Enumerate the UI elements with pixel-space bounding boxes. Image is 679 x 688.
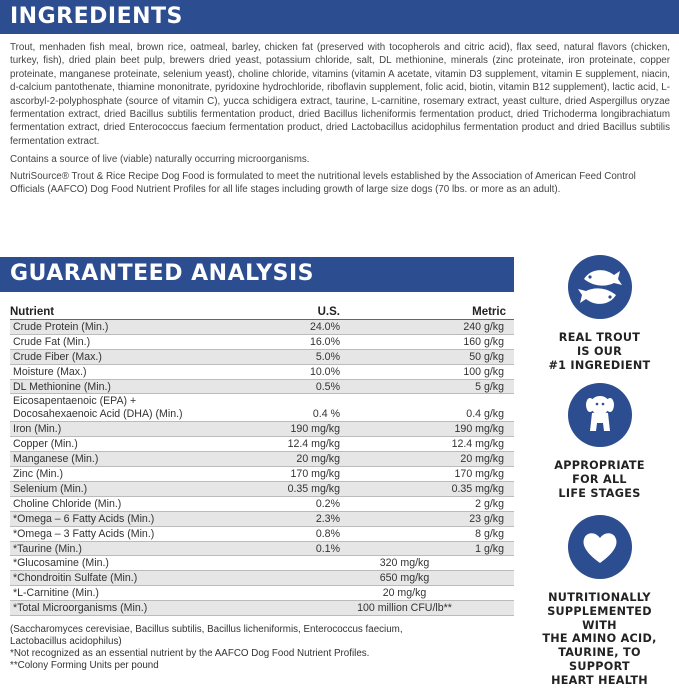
nutrient-metric-value: 0.35 mg/kg bbox=[451, 483, 504, 496]
analysis-notes bbox=[10, 624, 510, 672]
badge-line: FOR ALL bbox=[572, 472, 627, 486]
analysis-divider bbox=[0, 291, 514, 292]
nutrient-us-value: 0.1% bbox=[315, 542, 340, 555]
table-row bbox=[10, 482, 514, 497]
nutrient-us-value: 16.0% bbox=[309, 335, 340, 348]
nutrient-us-value: 5.0% bbox=[315, 350, 340, 363]
badge-line: APPROPRIATE bbox=[554, 459, 645, 472]
badge-label bbox=[528, 591, 671, 688]
nutrient-name: Manganese (Min.) bbox=[13, 453, 99, 466]
nutrient-metric-value: 12.4 mg/kg bbox=[451, 438, 504, 451]
nutrient-us-value: 20 mg/kg bbox=[296, 453, 340, 466]
nutrient-name: *Total Microorganisms (Min.) bbox=[13, 602, 148, 615]
fish-icon bbox=[568, 255, 632, 319]
nutrient-metric-value: 20 mg/kg bbox=[460, 453, 504, 466]
nutrient-value: 320 mg/kg bbox=[379, 557, 430, 570]
badge-line: NUTRITIONALLY bbox=[548, 591, 651, 604]
nutrient-metric-value: 23 g/kg bbox=[469, 512, 504, 525]
nutrient-metric-value: 170 mg/kg bbox=[454, 468, 504, 481]
nutrient-metric-value: 1 g/kg bbox=[475, 542, 504, 555]
nutrient-metric-value: 50 g/kg bbox=[469, 350, 504, 363]
badge-line: TAURINE, TO SUPPORT bbox=[558, 646, 641, 673]
table-row bbox=[10, 437, 514, 452]
nutrient-us-value: 190 mg/kg bbox=[290, 423, 340, 436]
table-row bbox=[10, 452, 514, 467]
badge-life-stages bbox=[528, 383, 671, 500]
nutrient-name: Choline Chloride (Min.) bbox=[13, 497, 122, 510]
ingredients-heading: INGREDIENTS bbox=[0, 0, 679, 34]
nutrient-name: Zinc (Min.) bbox=[13, 468, 64, 481]
nutrient-name: Crude Protein (Min.) bbox=[13, 321, 109, 333]
nutrient-metric-value: 160 g/kg bbox=[463, 335, 504, 348]
nutrient-us-value: 2.3% bbox=[315, 512, 340, 525]
nutrient-us-value: 0.4 % bbox=[312, 408, 340, 421]
nutrient-metric-value: 5 g/kg bbox=[475, 380, 504, 393]
table-row bbox=[10, 380, 514, 395]
nutrient-name: *L-Carnitine (Min.) bbox=[13, 587, 99, 600]
badge-line: THE AMINO ACID, bbox=[542, 632, 657, 646]
badge-line: LIFE STAGES bbox=[558, 486, 641, 500]
table-row bbox=[10, 542, 514, 557]
nutrient-name: Moisture (Max.) bbox=[13, 365, 87, 378]
table-row bbox=[10, 422, 514, 437]
nutrient-name: *Omega – 6 Fatty Acids (Min.) bbox=[13, 512, 155, 525]
nutrient-metric-value: 2 g/kg bbox=[475, 497, 504, 510]
nutrient-value: 650 mg/kg bbox=[379, 572, 430, 585]
note-line: **Colony Forming Units per pound bbox=[10, 660, 159, 671]
badge-heart-health bbox=[528, 515, 671, 688]
nutrient-name: *Chondroitin Sulfate (Min.) bbox=[13, 572, 138, 585]
analysis-table bbox=[10, 305, 514, 616]
table-row bbox=[10, 350, 514, 365]
nutrient-name: Copper (Min.) bbox=[13, 438, 78, 451]
column-us: U.S. bbox=[317, 306, 340, 318]
nutrient-us-value: 0.8% bbox=[315, 527, 340, 540]
nutrient-value: 100 million CFU/lb** bbox=[357, 602, 452, 615]
analysis-heading: GUARANTEED ANALYSIS bbox=[0, 257, 514, 291]
badge-line: #1 INGREDIENT bbox=[548, 358, 651, 372]
table-row bbox=[10, 512, 514, 527]
nutrient-name bbox=[10, 395, 282, 421]
badge-real-trout bbox=[528, 255, 671, 372]
table-row bbox=[10, 601, 514, 616]
nutrient-name: Crude Fiber (Max.) bbox=[13, 350, 102, 363]
nutrient-name: *Glucosamine (Min.) bbox=[13, 557, 109, 570]
table-row bbox=[10, 394, 514, 422]
badge-label bbox=[528, 331, 671, 372]
live-microorganisms-note: Contains a source of live (viable) naturally occurring microorganisms. bbox=[10, 154, 310, 166]
nutrient-metric-value: 190 mg/kg bbox=[454, 423, 504, 436]
note-line: (Saccharomyces cerevisiae, Bacillus subtilis, Bacillus licheniformis, Enterococcus faecium, bbox=[10, 624, 403, 635]
column-metric: Metric bbox=[472, 306, 506, 318]
badge-line: IS OUR bbox=[576, 344, 623, 358]
table-row bbox=[10, 467, 514, 482]
table-row bbox=[10, 335, 514, 350]
table-row bbox=[10, 571, 514, 586]
nutrient-name: *Omega – 3 Fatty Acids (Min.) bbox=[13, 527, 155, 540]
heart-icon bbox=[568, 515, 632, 579]
note-line: Lactobacillus acidophilus) bbox=[10, 636, 122, 647]
table-body bbox=[10, 320, 514, 616]
table-row bbox=[10, 586, 514, 601]
nutrient-name: Selenium (Min.) bbox=[13, 483, 88, 496]
nutrient-us-value: 170 mg/kg bbox=[290, 468, 340, 481]
badge-line: REAL TROUT bbox=[558, 331, 641, 344]
nutrient-name: Iron (Min.) bbox=[13, 423, 62, 436]
badge-line: HEART HEALTH bbox=[551, 673, 648, 687]
nutrient-us-value: 12.4 mg/kg bbox=[287, 438, 340, 451]
nutrient-metric-value: 0.4 g/kg bbox=[466, 408, 504, 421]
ingredients-section bbox=[10, 41, 670, 196]
table-row bbox=[10, 556, 514, 571]
nutrient-name: *Taurine (Min.) bbox=[13, 542, 82, 555]
nutrient-us-value: 24.0% bbox=[309, 321, 340, 333]
nutrient-name: Crude Fat (Min.) bbox=[13, 335, 91, 348]
nutrient-us-value: 0.35 mg/kg bbox=[287, 483, 340, 496]
table-header bbox=[10, 305, 514, 320]
table-row bbox=[10, 320, 514, 335]
nutrient-metric-value: 100 g/kg bbox=[463, 365, 504, 378]
nutrient-name: DL Methionine (Min.) bbox=[13, 380, 111, 393]
nutrient-name-line: Docosahexaenoic Acid (DHA) (Min.) bbox=[13, 408, 183, 421]
table-row bbox=[10, 527, 514, 542]
aafco-statement: NutriSource® Trout & Rice Recipe Dog Food is formulated to meet the nutritional levels established by the Association of American Feed Control Officials (AAFCO) Dog Food Nutrient Profiles for all life stages including growth of large size dogs (70 lbs. or more as an adult). bbox=[10, 170, 636, 196]
nutrient-name-line: Eicosapentaenoic (EPA) + bbox=[13, 395, 137, 408]
nutrient-metric-value: 240 g/kg bbox=[463, 321, 504, 333]
nutrient-metric-value: 8 g/kg bbox=[475, 527, 504, 540]
nutrient-value: 20 mg/kg bbox=[382, 587, 427, 600]
table-row bbox=[10, 365, 514, 380]
nutrient-us-value: 0.2% bbox=[315, 497, 340, 510]
badge-label bbox=[528, 459, 671, 500]
badge-line: SUPPLEMENTED WITH bbox=[547, 604, 652, 632]
nutrient-us-value: 0.5% bbox=[315, 380, 340, 393]
table-row bbox=[10, 497, 514, 512]
puppy-icon bbox=[568, 383, 632, 447]
nutrient-us-value: 10.0% bbox=[309, 365, 340, 378]
column-nutrient: Nutrient bbox=[10, 306, 55, 318]
note-line: *Not recognized as an essential nutrient by the AAFCO Dog Food Nutrient Profiles. bbox=[10, 648, 370, 659]
ingredients-list: Trout, menhaden fish meal, brown rice, oatmeal, barley, chicken fat (preserved with tocopherols and citric acid), flax seed, natural flavors (chicken, turkey, fish), dried plain beet pulp, brewers dried yeast, potassium chloride, salt, DL methionine, minerals (zinc proteinate, iron proteinate, copper proteinate, manganese proteinate, selenium yeast), choline chloride, vitamins (vitamin A acetate, vitamin D3 supplement, vitamin E supplement, niacin, d-calcium pantothenate, thiamine mononitrate, pyridoxine hydrochloride, riboflavin supplement, folic acid, biotin, vitamin B12 supplement), lactic acid, L-ascorbyl-2-polyphosphate (source of vitamin C), yucca schidigera extract, taurine, L-carnitine, rosemary extract, yeast culture, dried Aspergillus oryzae fermentation extract, dried Bacillus subtilis fermentation product, dried Bacillus licheniformis fermentation product, dried Trichoderma longibrachiatum fermentation extract, dried Enterococcus faecium fermentation product, dried Lactobacillus acidophilus fermentation product and dried Bacillus subtilis fermentation extract. bbox=[10, 42, 670, 147]
